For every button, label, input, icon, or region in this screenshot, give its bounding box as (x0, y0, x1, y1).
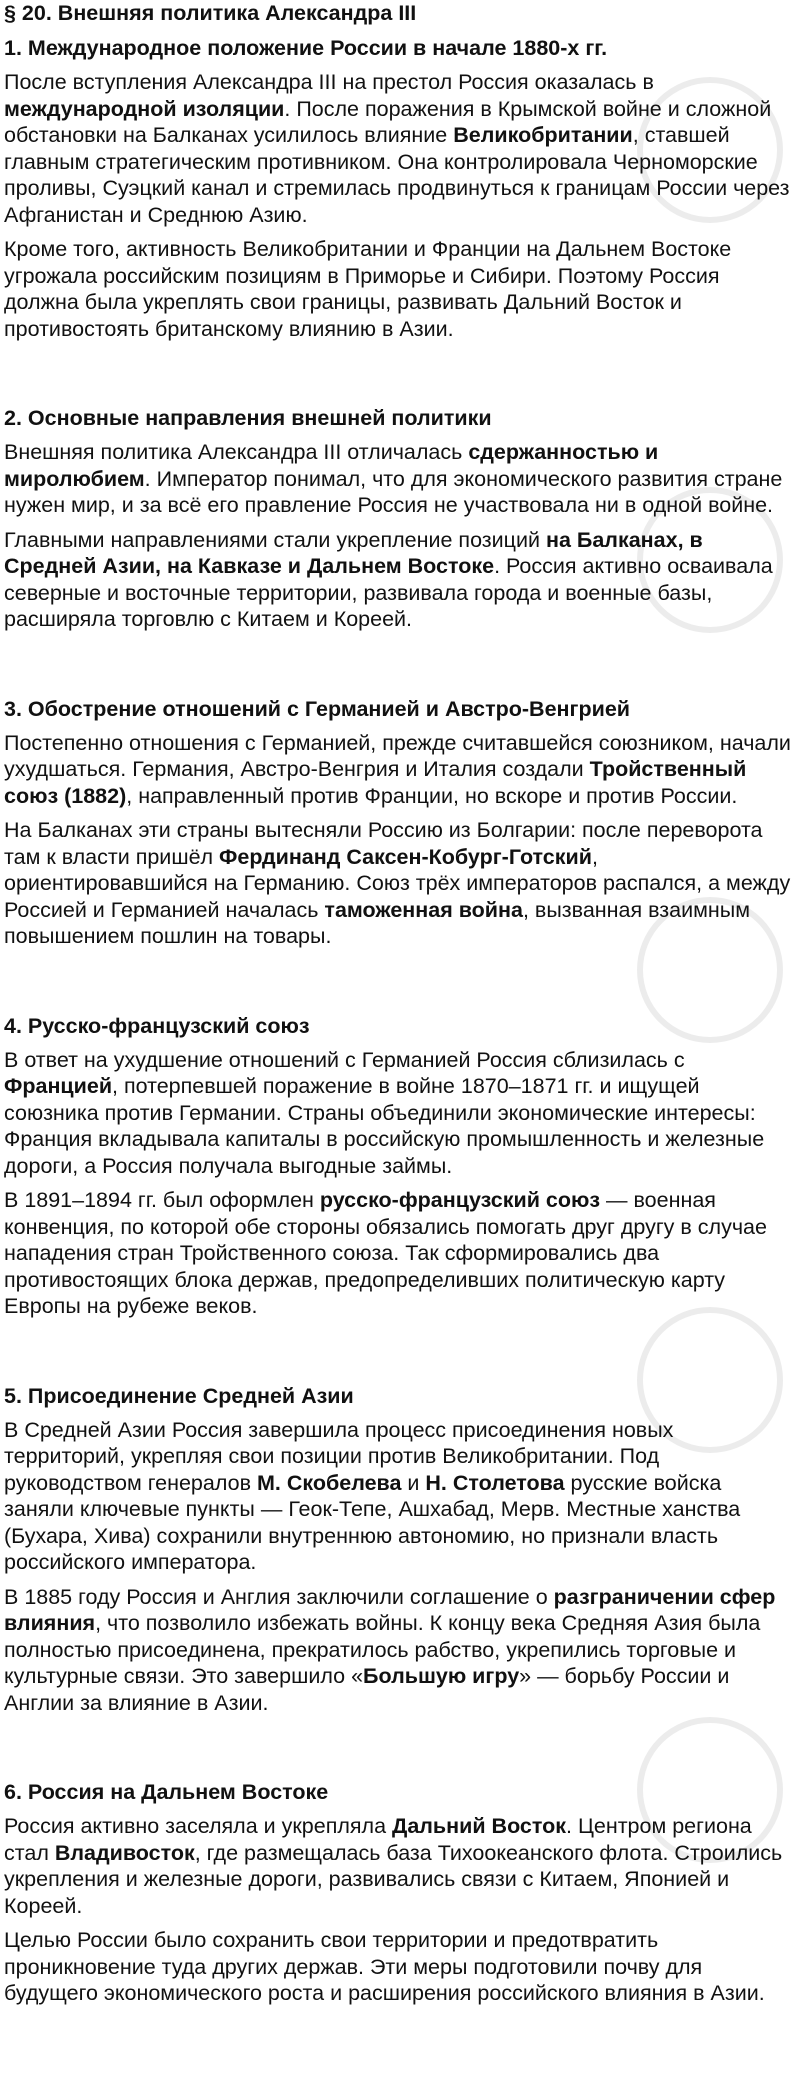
text-run: , где размещалась база Тихоокеанского флота. Строились укрепления и железные дороги, развивались связи с Китаем, Японией и Кореей. (4, 1840, 783, 1918)
section-gap (4, 641, 796, 687)
bold-term: на Балканах, в Средней Азии, на Кавказе и Дальнем Востоке (4, 527, 703, 578)
page-title: § 20. Внешняя политика Александра III (4, 1, 417, 25)
text-run: . Центром региона стал (4, 1814, 752, 1865)
paragraph (4, 1584, 796, 1717)
paragraph (4, 730, 796, 810)
bold-term: сдержанностью и миролюбием (4, 440, 659, 491)
paragraph (4, 527, 796, 633)
bold-term: Большую игру (363, 1664, 520, 1688)
section-heading: 2. Основные направления внешней политики (4, 406, 492, 430)
text-run: . После поражения в Крымской войне и сложной обстановки на Балканах усилилось влияние (4, 96, 772, 147)
section-gap (4, 1724, 796, 1770)
paragraph (4, 1813, 796, 1919)
bold-term: Тройственный союз (1882) (4, 757, 747, 808)
paragraph (4, 1417, 796, 1576)
section-1 (4, 34, 796, 342)
text-run: русские войска заняли ключевые пункты — Геок-Тепе, Ашхабад, Мерв. Местные ханства (Бухара, Хива) сохранили внутреннюю автономию, но признали власть российского императора. (4, 1470, 741, 1574)
text-run: Целью России было сохранить свои территории и предотвратить проникновение туда других держав. Эти меры подготовили почву для будущего экономического роста и расширения российского влияния в Азии. (4, 1928, 765, 2005)
section-heading: 5. Присоединение Средней Азии (4, 1383, 354, 1408)
text-run: . Россия активно осваивала северные и восточные территории, развивала города и военные базы, расширяла торговлю с Китаем и Кореей. (4, 554, 773, 631)
text-run: , потерпевшей поражение в войне 1870–1871 гг. и ищущей союзника против Германии. Страны объединили экономические интересы: Франция вкладывала капиталы в российскую промышленность и железные дороги, а Россия получала выгодные займы. (4, 1074, 765, 1178)
paragraph (4, 439, 796, 519)
section-heading: 6. Россия на Дальнем Востоке (4, 1780, 329, 1804)
text-run: После вступления Александра III на престол Россия оказалась в (4, 70, 654, 94)
text-run: , ставшей главным стратегическим противником. Она контролировала Черноморские проливы, Суэцкий канал и стремилась продвинуться к границам России через Афганистан и Среднюю Азию. (4, 123, 790, 227)
section-heading: 3. Обострение отношений с Германией и Австро-Венгрией (4, 696, 631, 721)
section-heading: 4. Русско-французский союз (4, 1013, 310, 1038)
text-run: Россия активно заселяла и укрепляла (4, 1814, 392, 1838)
section-gap (4, 350, 796, 396)
bold-term: таможенная война (324, 897, 523, 922)
text-run: Кроме того, активность Великобритании и Франции на Дальнем Востоке угрожала российским позициям в Приморье и Сибири. Поэтому Россия должна была укреплять свои границы, развивать Дальний Восток и противостоять британскому влиянию в Азии. (4, 237, 732, 341)
text-run: В 1885 году Россия и Англия заключили соглашение о (4, 1584, 554, 1609)
section-gap (4, 958, 796, 1004)
section-heading: 1. Международное положение России в начале 1880-х гг. (4, 36, 608, 60)
text-run: На Балканах эти страны вытесняли Россию из Болгарии: после переворота там к власти пришёл (4, 818, 763, 869)
bold-term: Дальний Восток (392, 1814, 567, 1838)
sections-container (4, 34, 796, 2007)
text-run: Главными направлениями стали укрепление позиций (4, 527, 546, 552)
bold-term: Фердинанд Саксен-Кобург-Готский (219, 844, 592, 869)
paragraph (4, 236, 796, 342)
text-run: В 1891–1894 гг. был оформлен (4, 1188, 320, 1212)
bold-term: международной изоляции (4, 96, 285, 121)
text-run: , что позволило избежать войны. К концу века Средняя Азия была полностью присоединена, прекратилось рабство, укрепились торговые и культурные связи. Это завершило « (4, 1611, 761, 1688)
section-3 (4, 695, 796, 950)
bold-term: М. Скобелева (256, 1470, 402, 1495)
section-5 (4, 1382, 796, 1717)
text-run: и (401, 1470, 426, 1495)
section-gap (4, 1328, 796, 1374)
paragraph (4, 1047, 796, 1180)
bold-term: Н. Столетова (425, 1470, 565, 1495)
paragraph (4, 1187, 796, 1320)
bold-term: русско-французский союз (319, 1188, 601, 1212)
text-run: В ответ на ухудшение отношений с Германией Россия сблизилась с (4, 1047, 685, 1072)
text-run: — военная конвенция, по которой обе стороны обязались помогать друг другу в случае нападения стран Тройственного союза. Так сформировались два противостоящих блока держав, предопределивших политическую карту Европы на рубеже веков. (4, 1188, 767, 1318)
bold-term: Великобритании (453, 123, 633, 147)
text-run: , направленный против Франции, но вскоре и против России. (126, 783, 738, 808)
text-run: Внешняя политика Александра III отличалась (4, 440, 469, 464)
paragraph (4, 817, 796, 950)
section-2 (4, 404, 796, 633)
text-run: В Средней Азии Россия завершила процесс присоединения новых территорий, укрепляя свои позиции против Великобритании. Под руководством генералов (4, 1417, 674, 1495)
text-run: . Император понимал, что для экономического развития стране нужен мир, и за всё его правление Россия не участвовала ни в одной войне. (4, 466, 783, 517)
section-6 (4, 1778, 796, 2007)
text-run: , ориентировавшийся на Германию. Союз трёх императоров распался, а между Россией и Германией началась (4, 844, 791, 922)
paragraph (4, 1927, 796, 2007)
bold-term: разграничении сфер влияния (4, 1584, 776, 1635)
text-run: » — борьбу России и Англии за влияние в Азии. (4, 1664, 730, 1715)
bold-term: Францией (4, 1074, 113, 1098)
section-4 (4, 1012, 796, 1320)
paragraph (4, 69, 796, 228)
text-run: Постепенно отношения с Германией, прежде считавшейся союзником, начали ухудшаться. Германия, Австро-Венгрия и Италия создали (4, 730, 791, 781)
text-run: , вызванная взаимным повышением пошлин на товары. (4, 897, 751, 948)
bold-term: Владивосток (54, 1840, 195, 1865)
